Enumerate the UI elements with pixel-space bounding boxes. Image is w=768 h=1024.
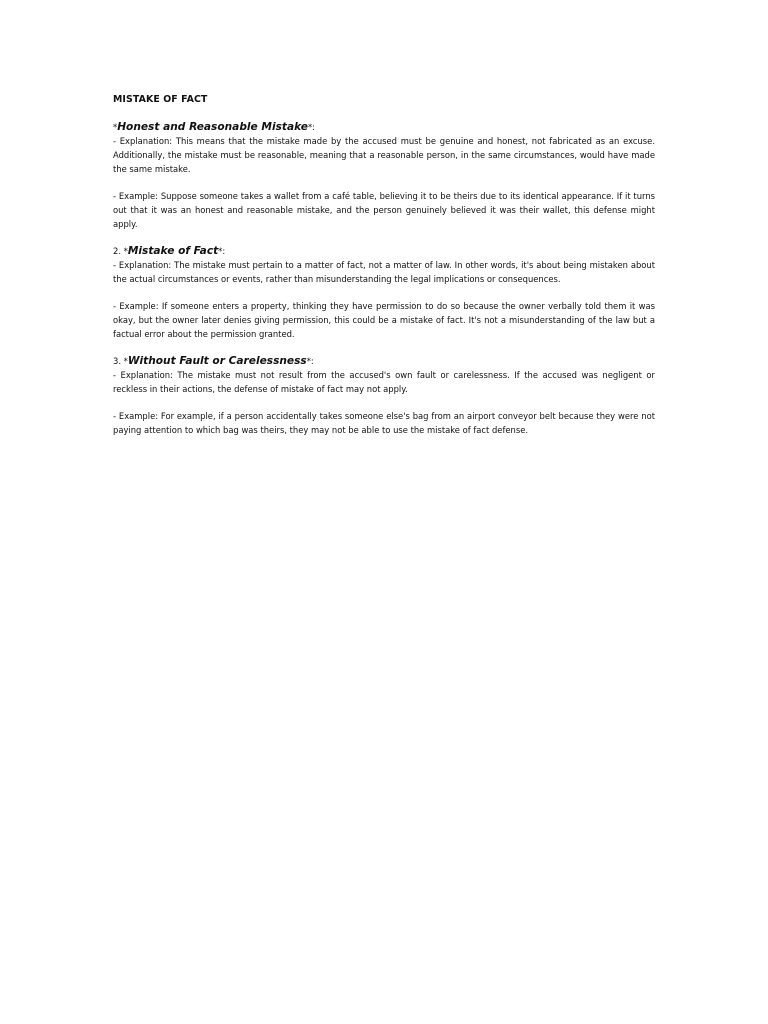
heading-prefix: * bbox=[113, 122, 118, 132]
section-number: 3. bbox=[113, 356, 124, 366]
heading-prefix: * bbox=[123, 356, 128, 366]
example-paragraph: - Example: If someone enters a property, thinking they have permission to do so because the owner verbally told them it was okay, but the owner later denies giving permission, this could be a mistake of fact. It's not a misunderstanding of the law but a factual error about the permission granted. bbox=[113, 301, 655, 339]
heading-suffix: *: bbox=[307, 122, 315, 132]
example-paragraph: - Example: For example, if a person accidentally takes someone else's bag from an airport conveyor belt because they were not paying attention to which bag was theirs, they may not be able to use the mistake of fact defense. bbox=[113, 411, 655, 435]
heading-label: Mistake of Fact bbox=[127, 245, 219, 257]
section-number: 2. bbox=[113, 246, 124, 256]
document-title: MISTAKE OF FACT bbox=[113, 94, 208, 105]
section-heading bbox=[113, 120, 655, 134]
document-page bbox=[113, 93, 655, 437]
example-paragraph: - Example: Suppose someone takes a wallet from a café table, believing it to be theirs due to its identical appearance. If it turns out that it was an honest and reasonable mistake, and the person genuinely believed it was their wallet, this defense might apply. bbox=[113, 191, 655, 229]
explanation-paragraph: - Explanation: The mistake must pertain to a matter of fact, not a matter of law. In other words, it's about being mistaken about the actual circumstances or events, rather than misunderstanding the legal implications or consequences. bbox=[113, 260, 655, 284]
heading-prefix: * bbox=[123, 246, 128, 256]
section-heading bbox=[113, 354, 655, 368]
explanation-paragraph: - Explanation: This means that the mistake made by the accused must be genuine and honest, not fabricated as an excuse. Additionally, the mistake must be reasonable, meaning that a reasonable person, in the same circumstances, would have made the same mistake. bbox=[113, 136, 655, 174]
heading-label: Honest and Reasonable Mistake bbox=[117, 121, 308, 133]
heading-label: Without Fault or Carelessness bbox=[127, 355, 307, 367]
heading-suffix: *: bbox=[306, 356, 314, 366]
section-heading bbox=[113, 244, 655, 258]
heading-suffix: *: bbox=[218, 246, 226, 256]
section-mistake-of-fact bbox=[113, 244, 655, 341]
section-without-fault bbox=[113, 354, 655, 437]
section-honest-reasonable bbox=[113, 120, 655, 231]
explanation-paragraph: - Explanation: The mistake must not result from the accused's own fault or carelessness. If the accused was negligent or reckless in their actions, the defense of mistake of fact may not apply. bbox=[113, 370, 655, 394]
